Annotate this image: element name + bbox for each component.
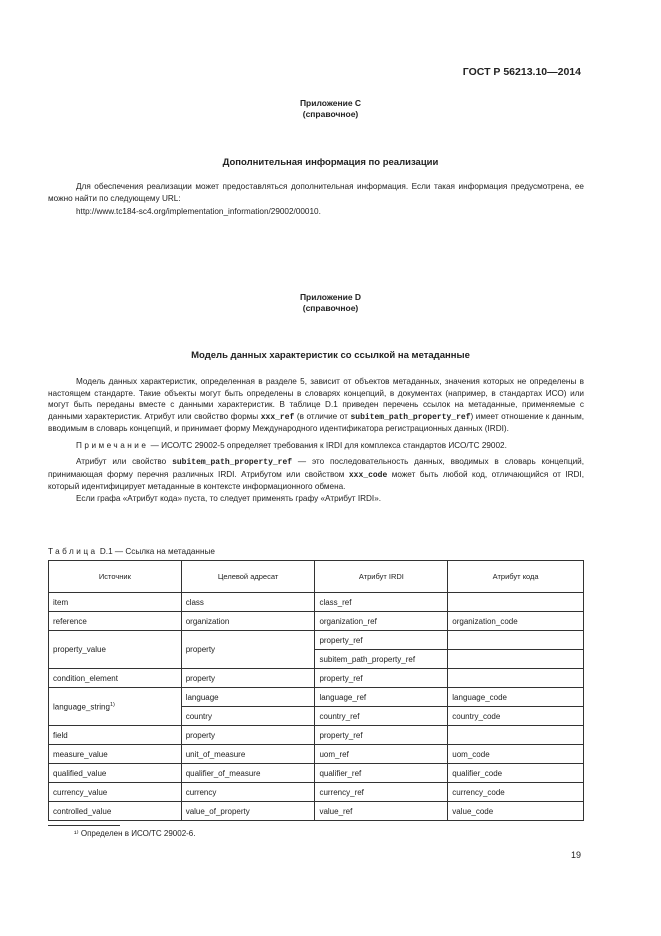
table-cell xyxy=(448,669,584,688)
table-row xyxy=(49,612,584,631)
annex-d-paragraph-3: Если графа «Атрибут кода» пуста, то следует применять графу «Атрибут IRDI». xyxy=(76,493,382,503)
table-cell: organization_ref xyxy=(315,612,448,631)
caption-label: Таблица xyxy=(48,547,98,556)
table-row xyxy=(49,593,584,612)
table-cell: organization_code xyxy=(448,612,584,631)
table-cell: property_ref xyxy=(315,726,448,745)
table-cell: property_ref xyxy=(315,631,448,650)
table-cell: uom_ref xyxy=(315,745,448,764)
table-cell xyxy=(49,688,182,726)
note-label: Примечание xyxy=(76,440,149,450)
annex-d-body xyxy=(48,376,584,504)
footnote: ¹⁾ Определен в ИСО/ТС 29002-6. xyxy=(74,829,196,838)
text-run: — это последовательность данных, вводимых в словарь концепций, принимающая форму перечня различных IRDI. Атрибутом или свойством xyxy=(48,457,584,479)
table-row xyxy=(49,669,584,688)
annex-c-paragraph: Для обеспечения реализации может предоставляться дополнительная информация. Если такая информация предусмотрена, ее можно найти по следующему URL: xyxy=(48,182,584,203)
table-cell: class xyxy=(181,593,315,612)
table-cell: measure_value xyxy=(49,745,182,764)
table-cell: controlled_value xyxy=(49,802,182,821)
annex-c-type: (справочное) xyxy=(302,109,359,119)
standard-number: ГОСТ Р 56213.10—2014 xyxy=(462,66,581,78)
table-cell: property_ref xyxy=(315,669,448,688)
table-cell: uom_code xyxy=(448,745,584,764)
table-cell: property_value xyxy=(49,631,182,669)
table-cell: value_ref xyxy=(315,802,448,821)
table-cell: reference xyxy=(49,612,182,631)
text-run: (в отличие от xyxy=(294,411,351,421)
table-header-row xyxy=(49,561,584,593)
page-number: 19 xyxy=(570,850,581,860)
text-run: Модель данных характеристик, определенная в разделе 5, зависит от объектов метаданных, значения которых не определены в настоящем стандарте. Такие объекты могут быть определены в словарях концепций, в документах (например, в стандартах ИСО) или могут быть переданы вместе с данными характеристик. В таблице D.1 приведен перечень ссылок на метаданные, применяемые с данными характеристик. Атрибут или свойство формы xyxy=(48,377,584,421)
text-run: Атрибут или свойство xyxy=(76,457,173,466)
table-cell: value_code xyxy=(448,802,584,821)
table-cell: qualifier_of_measure xyxy=(181,764,315,783)
caption-text: D.1 — Ссылка на метаданные xyxy=(97,547,215,556)
annex-c-url[interactable]: http://www.tc184-sc4.org/implementation_information/29002/00010. xyxy=(76,207,321,216)
code-subitem-path: subitem_path_property_ref xyxy=(350,412,471,422)
table-row xyxy=(49,783,584,802)
table-cell: qualifier_code xyxy=(448,764,584,783)
table-cell xyxy=(448,650,584,669)
table-cell: currency_value xyxy=(49,783,182,802)
header-source: Источник xyxy=(49,561,182,593)
footnote-mark: 1) xyxy=(109,701,115,708)
annex-c-heading: Дополнительная информация по реализации xyxy=(222,157,439,168)
table-cell: subitem_path_property_ref xyxy=(315,650,448,669)
annex-d-heading: Модель данных характеристик со ссылкой на метаданные xyxy=(191,350,470,361)
table-cell xyxy=(448,593,584,612)
metadata-reference-table xyxy=(48,560,584,821)
table-cell: unit_of_measure xyxy=(181,745,315,764)
text-run: ) имеет отношение к данным, вводимым в словарь концепций, и принимает форму Международного идентификатора регистрационных данных (IRDI). xyxy=(48,411,584,433)
table-cell: class_ref xyxy=(315,593,448,612)
table-cell: currency xyxy=(181,783,315,802)
table-cell: currency_code xyxy=(448,783,584,802)
table-cell: field xyxy=(49,726,182,745)
table-cell: qualified_value xyxy=(49,764,182,783)
table-row xyxy=(49,631,584,650)
table-row xyxy=(49,688,584,707)
table-cell: country_code xyxy=(448,707,584,726)
table-row xyxy=(49,802,584,821)
table-cell: property xyxy=(181,726,315,745)
table-row xyxy=(49,745,584,764)
code-xxx-code: xxx_code xyxy=(348,470,388,480)
table-cell: property xyxy=(181,669,315,688)
table-cell: qualifier_ref xyxy=(315,764,448,783)
annex-d-label: Приложение D xyxy=(299,292,362,302)
header-target: Целевой адресат xyxy=(181,561,315,593)
table-cell: language xyxy=(181,688,315,707)
annex-d-title xyxy=(0,292,661,314)
table-caption xyxy=(48,547,215,556)
cell-text: language_string xyxy=(53,702,110,712)
table-cell: value_of_property xyxy=(181,802,315,821)
table-cell: condition_element xyxy=(49,669,182,688)
table-cell: language_code xyxy=(448,688,584,707)
table-row xyxy=(49,764,584,783)
table-cell: currency_ref xyxy=(315,783,448,802)
footnote-divider xyxy=(48,825,120,826)
table-row xyxy=(49,726,584,745)
code-xxx-ref: xxx_ref xyxy=(260,412,295,422)
header-irdi: Атрибут IRDI xyxy=(315,561,448,593)
annex-c-body xyxy=(48,181,584,218)
text-run: может быть любой код, отличающийся от IRDI, который идентифицирует метаданные в контексте информационного обмена. xyxy=(48,469,584,491)
code-subitem-path: subitem_path_property_ref xyxy=(172,458,293,467)
table-cell: language_ref xyxy=(315,688,448,707)
note-text: — ИСО/ТС 29002-5 определяет требования к IRDI для комплекса стандартов ИСО/ТС 29002. xyxy=(148,440,507,450)
table-cell: country xyxy=(181,707,315,726)
annex-c-label: Приложение C xyxy=(299,98,362,108)
annex-c-title xyxy=(0,98,661,120)
table-cell: property xyxy=(181,631,315,669)
header-code: Атрибут кода xyxy=(448,561,584,593)
annex-d-type: (справочное) xyxy=(302,303,359,313)
table-cell xyxy=(448,726,584,745)
table-cell xyxy=(448,631,584,650)
table-cell: organization xyxy=(181,612,315,631)
annex-d-paragraph-1 xyxy=(48,376,584,435)
table-cell: item xyxy=(49,593,182,612)
annex-d-paragraph-2 xyxy=(48,456,584,493)
annex-d-note xyxy=(48,440,584,452)
table-cell: country_ref xyxy=(315,707,448,726)
